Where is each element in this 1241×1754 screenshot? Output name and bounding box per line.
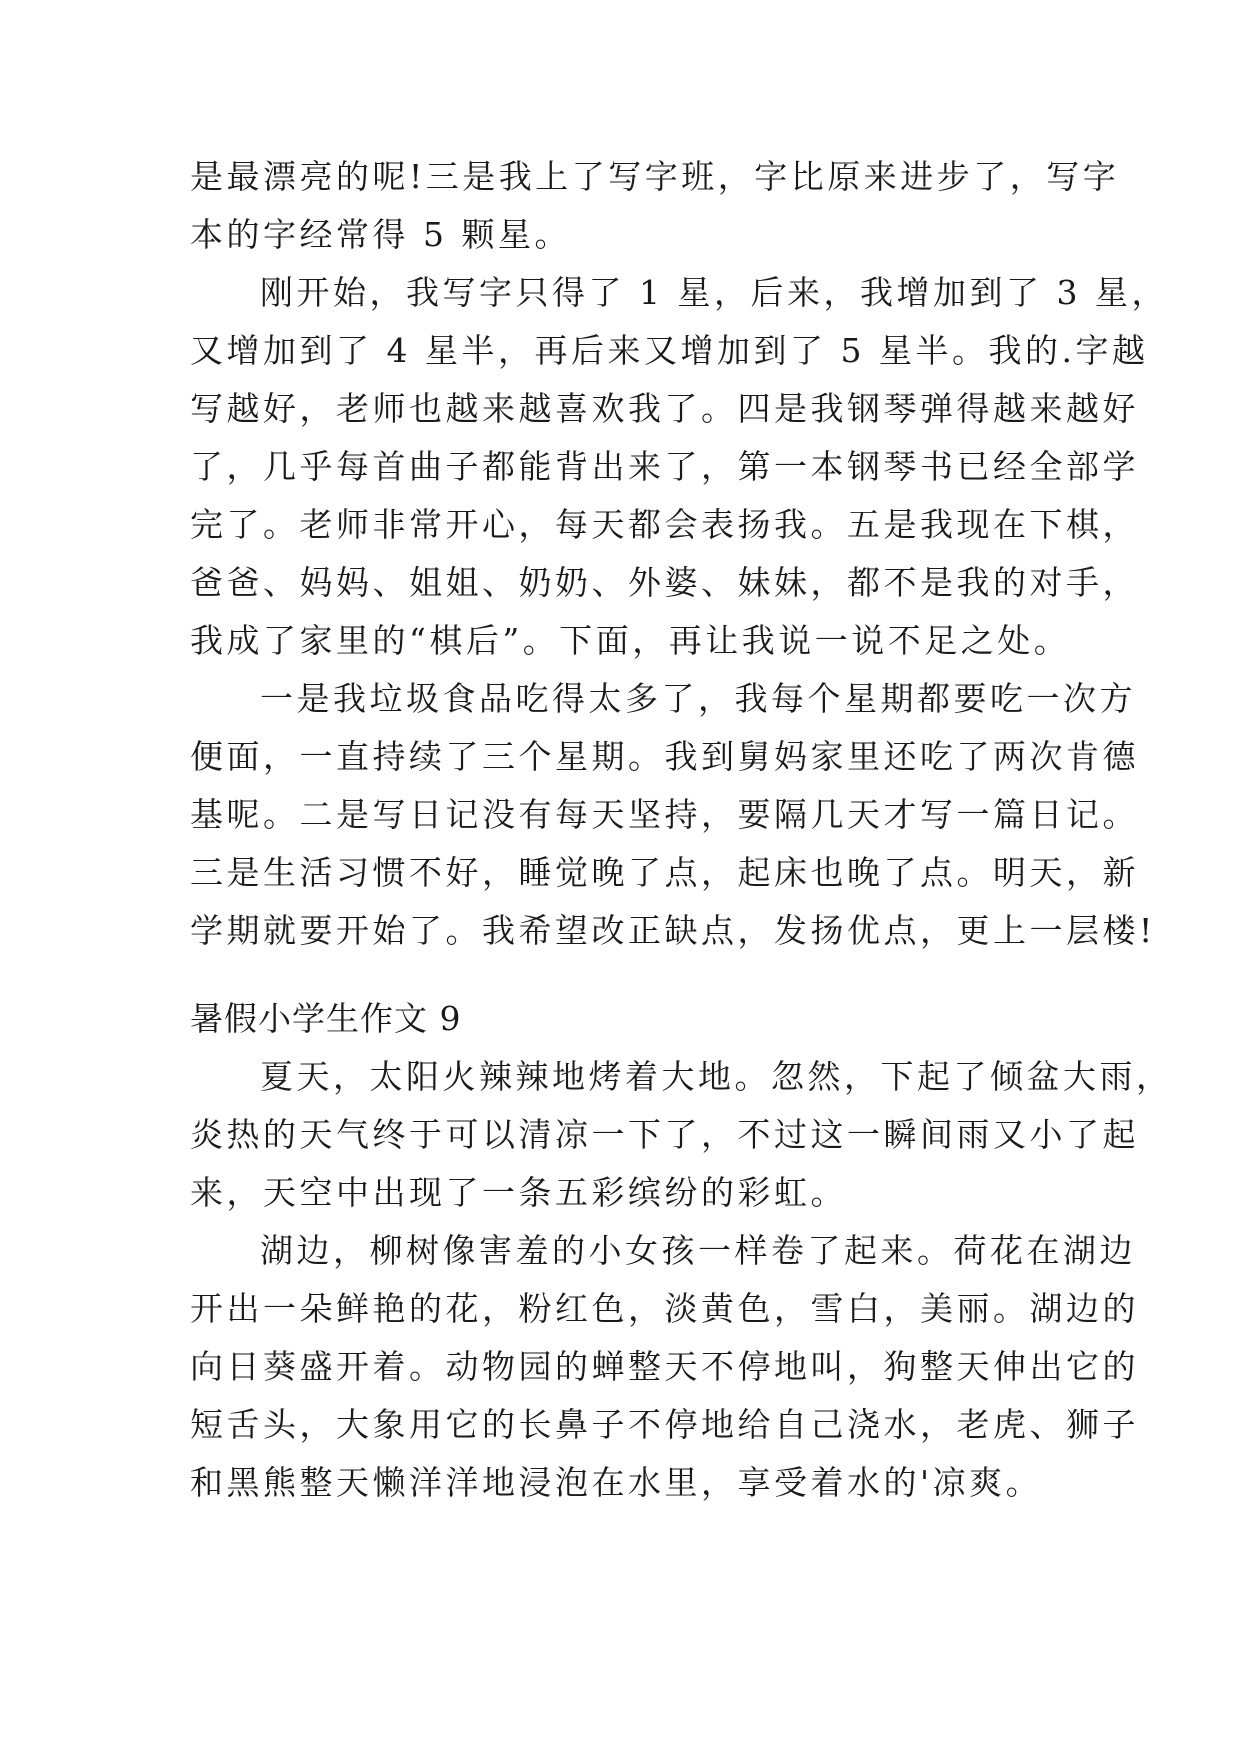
section-title: 暑假小学生作文 9 bbox=[190, 999, 462, 1038]
section-spacer bbox=[190, 960, 1070, 990]
text-line: 便面，一直持续了三个星期。我到舅妈家里还吃了两次肯德 bbox=[190, 737, 1139, 776]
text-line: 炎热的天气终于可以清凉一下了，不过这一瞬间雨又小了起 bbox=[190, 1115, 1139, 1154]
paragraph bbox=[190, 1048, 1173, 1222]
text-line: 来，天空中出现了一条五彩缤纷的彩虹。 bbox=[190, 1173, 847, 1212]
text-line: 完了。老师非常开心，每天都会表扬我。五是我现在下棋， bbox=[190, 505, 1139, 544]
text-line: 和黑熊整天懒洋洋地浸泡在水里，享受着水的'凉爽。 bbox=[190, 1463, 1043, 1502]
text-line: 学期就要开始了。我希望改正缺点，发扬优点，更上一层楼! bbox=[190, 911, 1156, 950]
paragraph bbox=[190, 670, 1156, 960]
text-line: 本的字经常得 5 颗星。 bbox=[190, 215, 571, 254]
text-line: 又增加到了 4 星半，再后来又增加到了 5 星半。我的.字越 bbox=[190, 331, 1149, 370]
text-line: 写越好，老师也越来越喜欢我了。四是我钢琴弹得越来越好 bbox=[190, 389, 1139, 428]
text-line: 短舌头，大象用它的长鼻子不停地给自己浇水，老虎、狮子 bbox=[190, 1405, 1139, 1444]
paragraph bbox=[190, 1222, 1139, 1512]
text-line: 三是生活习惯不好，睡觉晚了点，起床也晚了点。明天，新 bbox=[190, 853, 1139, 892]
text-line: 夏天，太阳火辣辣地烤着大地。忽然，下起了倾盆大雨， bbox=[260, 1057, 1173, 1096]
text-line: 我成了家里的“棋后”。下面，再让我说一说不足之处。 bbox=[190, 621, 1071, 660]
text-line: 开出一朵鲜艳的花，粉红色，淡黄色，雪白，美丽。湖边的 bbox=[190, 1289, 1139, 1328]
paragraph bbox=[190, 148, 1120, 264]
text-line: 刚开始，我写字只得了 1 星，后来，我增加到了 3 星， bbox=[260, 273, 1168, 312]
text-line: 一是我垃圾食品吃得太多了，我每个星期都要吃一次方 bbox=[260, 679, 1136, 718]
text-line: 湖边，柳树像害羞的小女孩一样卷了起来。荷花在湖边 bbox=[260, 1231, 1136, 1270]
document-page bbox=[190, 148, 1173, 1512]
text-line: 基呢。二是写日记没有每天坚持，要隔几天才写一篇日记。 bbox=[190, 795, 1139, 834]
text-line: 了，几乎每首曲子都能背出来了，第一本钢琴书已经全部学 bbox=[190, 447, 1139, 486]
text-line: 爸爸、妈妈、姐姐、奶奶、外婆、妹妹，都不是我的对手， bbox=[190, 563, 1139, 602]
text-line: 向日葵盛开着。动物园的蝉整天不停地叫，狗整天伸出它的 bbox=[190, 1347, 1139, 1386]
paragraph bbox=[190, 264, 1168, 670]
text-line: 是最漂亮的呢!三是我上了写字班，字比原来进步了，写字 bbox=[190, 157, 1120, 196]
